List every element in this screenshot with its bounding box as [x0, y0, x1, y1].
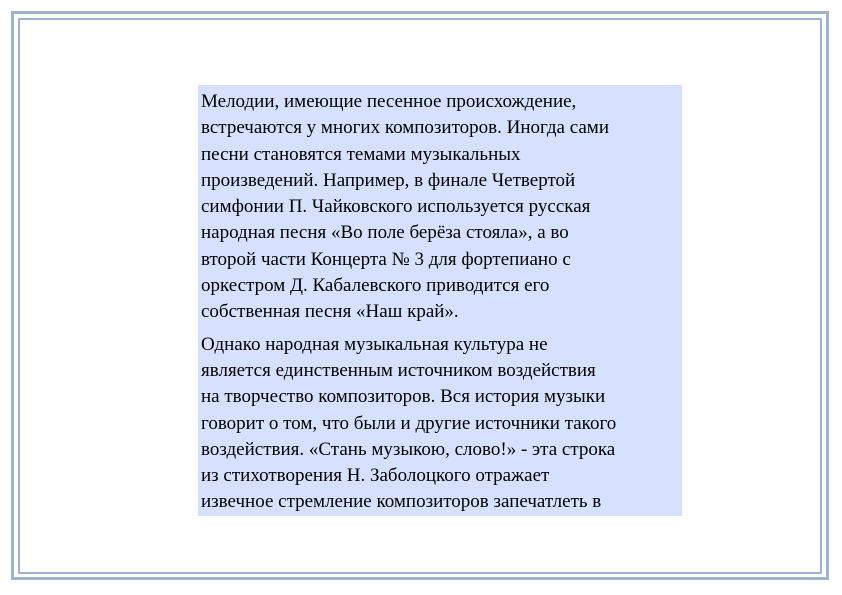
paragraph-2: [201, 332, 680, 516]
paragraph-line: из стихотворения Н. Заболоцкого отражает: [201, 465, 550, 487]
paragraph-line: Однако народная музыкальная культура не: [201, 333, 548, 355]
paragraph-line: воздействия. «Стань музыкою, слово!» - эта строка: [201, 438, 616, 460]
paragraph-line: народная песня «Во поле берёза стояла», а во: [201, 222, 569, 244]
paragraph-line: собственная песня «Наш край».: [201, 301, 459, 323]
paragraph-line: второй части Концерта № 3 для фортепиано с: [201, 248, 571, 270]
paragraph-line: извечное стремление композиторов запечатлеть в: [201, 491, 602, 513]
paragraph-line: симфонии П. Чайковского используется русская: [201, 196, 591, 218]
paragraph-line: Мелодии, имеющие песенное происхождение,: [201, 91, 577, 112]
paragraph-line: говорит о том, что были и другие источники такого: [201, 412, 617, 434]
paragraph-line: произведений. Например, в финале Четвертой: [201, 169, 576, 191]
paragraph-line: оркестром Д. Кабалевского приводится его: [201, 275, 550, 297]
paragraph-line: встречаются у многих композиторов. Иногда сами: [201, 117, 609, 139]
text-box: [198, 85, 682, 516]
paragraph-line: песни становятся темами музыкальных: [201, 143, 521, 165]
paragraph-line: является единственным источником воздействия: [201, 359, 596, 381]
paragraph-line: на творчество композиторов. Вся история музыки: [201, 386, 606, 408]
paragraph-1: [201, 89, 680, 326]
